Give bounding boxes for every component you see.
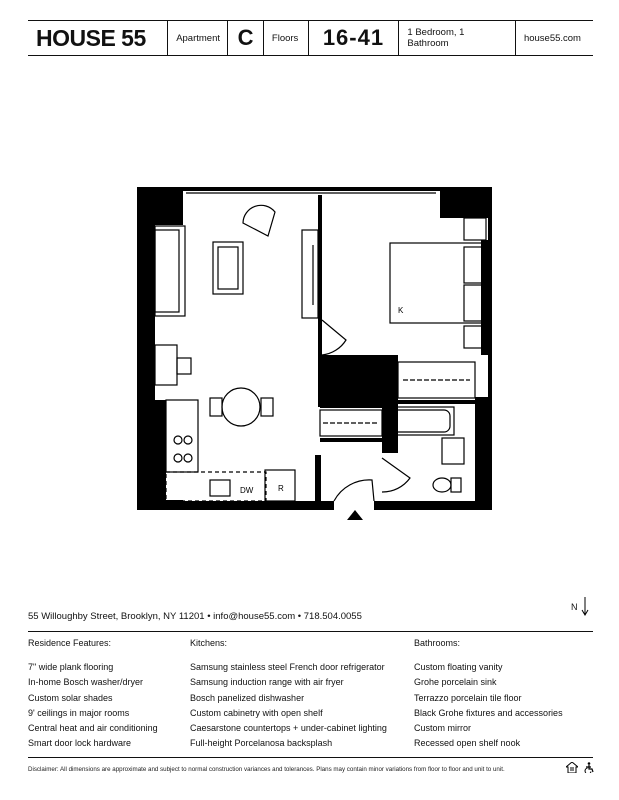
north-arrow-icon — [581, 597, 589, 617]
list-item: Custom floating vanity — [414, 662, 503, 672]
divider — [28, 631, 593, 632]
list-item: Caesarstone countertops + under-cabinet lighting — [190, 723, 387, 734]
residence-title: Residence Features: — [28, 638, 112, 648]
dishwasher-label: DW — [240, 486, 254, 495]
unit-type: 1 Bedroom, 1 Bathroom — [399, 21, 516, 55]
kitchen-features — [190, 638, 387, 752]
apartment-letter: C — [228, 21, 264, 55]
list-item: 7" wide plank flooring — [28, 662, 114, 672]
list-item: Bosch panelized dishwasher — [190, 692, 305, 703]
contact-line: 55 Willoughby Street, Brooklyn, NY 11201 • info@house55.com • 718.504.0055 — [28, 611, 362, 622]
footer-icons — [566, 762, 595, 773]
list-item: Custom mirror — [414, 723, 472, 734]
website-link[interactable]: house55.com — [523, 32, 581, 44]
list-item: Samsung induction range with air fryer — [190, 677, 344, 688]
accessibility-icon — [584, 762, 595, 773]
list-item: Grohe porcelain sink — [414, 677, 497, 688]
list-item: Full-height Porcelanosa backsplash — [190, 738, 333, 749]
bathroom-features — [414, 638, 563, 752]
disclaimer-text: Disclaimer: All dimensions are approximate and subject to normal construction variances and tolerances. Plans may contain minor variations from floor to floor and unit to unit. — [28, 766, 505, 773]
equal-housing-icon — [566, 762, 578, 773]
list-item: Terrazzo porcelain tile floor — [414, 692, 522, 703]
bathrooms-title: Bathrooms: — [414, 638, 461, 648]
list-item: Black Grohe fixtures and accessories — [414, 707, 563, 718]
bedroom-label: K — [398, 306, 404, 315]
kitchens-title: Kitchens: — [190, 638, 228, 648]
list-item: Smart door lock hardware — [28, 738, 132, 749]
list-item: Recessed open shelf nook — [414, 738, 521, 749]
divider — [28, 757, 593, 758]
list-item: Custom cabinetry with open shelf — [190, 707, 323, 718]
list-item: Central heat and air conditioning — [28, 723, 158, 734]
list-item: 9' ceilings in major rooms — [28, 707, 130, 718]
brand-title: HOUSE 55 — [28, 21, 168, 55]
floors-range: 16-41 — [309, 21, 400, 55]
apartment-label: Apartment — [168, 21, 228, 55]
washer-dryer-label: W/D — [328, 386, 344, 395]
refrigerator-label: R — [278, 484, 284, 493]
list-item: Samsung stainless steel French door refrigerator — [190, 662, 385, 672]
list-item: Custom solar shades — [28, 692, 113, 703]
list-item: In-home Bosch washer/dryer — [28, 677, 144, 688]
floors-label: Floors — [264, 21, 309, 55]
north-indicator — [571, 597, 589, 617]
north-label: N — [571, 602, 578, 612]
residence-features — [28, 638, 158, 752]
